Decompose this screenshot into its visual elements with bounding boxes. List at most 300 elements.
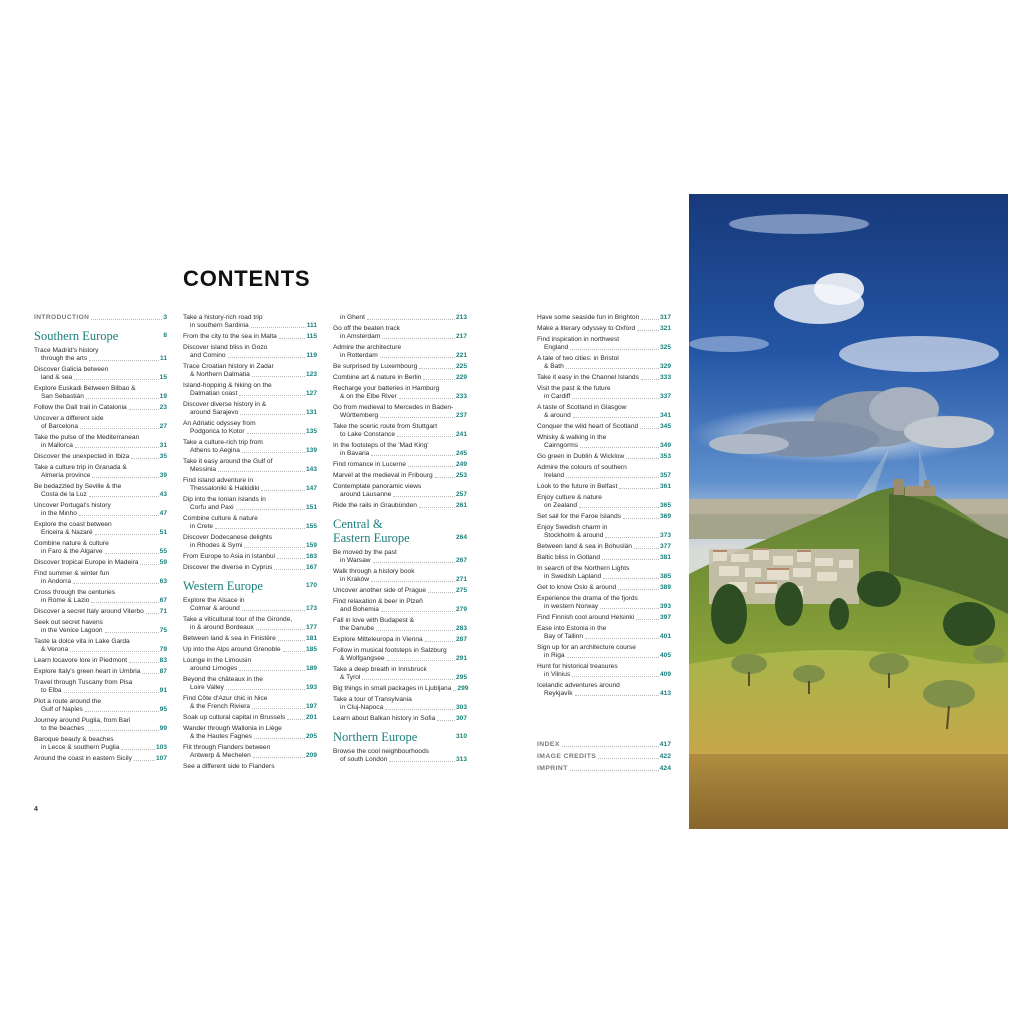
toc-section-central-eastern-europe[interactable] xyxy=(333,517,467,545)
toc-entry[interactable] xyxy=(183,333,317,341)
toc-entry[interactable] xyxy=(34,589,167,605)
dot-leader xyxy=(382,338,455,339)
dot-leader xyxy=(619,488,659,489)
toc-entry-text: and Bohemia xyxy=(340,606,379,613)
toc-entry-text: to Lake Constance xyxy=(340,431,395,438)
toc-page-number: 295 xyxy=(455,674,467,681)
toc-entry-text: Experience the drama of the fjords xyxy=(537,595,638,602)
toc-entry-text: Enjoy Swedish charm in xyxy=(537,524,608,531)
toc-entry[interactable] xyxy=(34,453,167,461)
toc-entry[interactable] xyxy=(537,543,671,551)
toc-entry[interactable] xyxy=(34,717,167,733)
toc-entry-text: around Sarajevo xyxy=(190,409,239,416)
toc-entry[interactable] xyxy=(34,638,167,654)
dot-leader xyxy=(242,452,305,453)
dot-leader xyxy=(381,611,455,612)
toc-entry-text: in Rotterdam xyxy=(340,352,378,359)
toc-entry[interactable] xyxy=(333,404,467,420)
toc-entry[interactable] xyxy=(333,374,467,382)
toc-entry-text: of south London xyxy=(340,756,388,763)
toc-page-number: 213 xyxy=(455,314,467,321)
dot-leader xyxy=(371,581,455,582)
toc-page-number: 91 xyxy=(159,687,167,694)
toc-entry-text: in Cluj-Napoca xyxy=(340,704,384,711)
dot-leader xyxy=(399,398,455,399)
dot-leader xyxy=(408,466,455,467)
toc-page-number: 291 xyxy=(455,655,467,662)
section-title xyxy=(333,517,410,545)
toc-page-number: 422 xyxy=(659,753,671,760)
toc-entry[interactable] xyxy=(34,415,167,431)
toc-page-number: 337 xyxy=(659,393,671,400)
toc-page-number: 333 xyxy=(659,374,671,381)
toc-entry-text: Visit the past & the future xyxy=(537,385,611,392)
toc-entry[interactable] xyxy=(333,636,467,644)
toc-entry-text: Learn locavore lore in Piedmont xyxy=(34,657,128,664)
toc-entry-text: Explore Euskadi Between Bilbao & xyxy=(34,385,136,392)
section-page-number: 170 xyxy=(305,582,317,589)
toc-entry[interactable] xyxy=(34,668,167,676)
toc-entry[interactable] xyxy=(537,314,671,322)
dot-leader xyxy=(585,638,659,639)
toc-section-northern-europe[interactable] xyxy=(333,730,467,744)
toc-entry-text: Admire the colours of southern xyxy=(537,464,627,471)
toc-page-number: 353 xyxy=(659,453,671,460)
toc-page-number: 59 xyxy=(159,559,167,566)
toc-entry[interactable] xyxy=(333,715,467,723)
toc-entry-text: Bay of Tallinn xyxy=(544,633,584,640)
toc-page-number: 103 xyxy=(155,744,167,751)
toc-entry[interactable] xyxy=(537,625,671,641)
dot-leader xyxy=(91,319,162,320)
toc-entry[interactable] xyxy=(537,404,671,420)
toc-entry-text: Take the pulse of the Mediterranean xyxy=(34,434,140,441)
toc-entry-text: & Verona xyxy=(41,646,69,653)
section-title: Northern Europe xyxy=(333,730,418,744)
toc-entry[interactable] xyxy=(537,595,671,611)
toc-entry[interactable] xyxy=(34,679,167,695)
toc-page-number: 217 xyxy=(455,333,467,340)
toc-page-number: 39 xyxy=(159,472,167,479)
toc-page-number: 71 xyxy=(159,608,167,615)
dot-leader xyxy=(572,676,659,677)
toc-entry[interactable] xyxy=(183,439,317,455)
toc-page-number: 27 xyxy=(159,423,167,430)
toc-page-number: 75 xyxy=(159,627,167,634)
toc-entry[interactable] xyxy=(537,385,671,401)
toc-entry-text: in Mallorca xyxy=(41,442,73,449)
toc-page-number: 349 xyxy=(659,442,671,449)
toc-entry[interactable] xyxy=(333,461,467,469)
toc-entry-text: Find relaxation & beer in Plzeň xyxy=(333,598,423,605)
toc-page-number: 313 xyxy=(455,756,467,763)
toc-entry[interactable] xyxy=(333,483,467,499)
dot-leader xyxy=(278,640,305,641)
toc-column-3 xyxy=(333,314,467,767)
toc-entry[interactable] xyxy=(183,646,317,654)
dot-leader xyxy=(618,589,659,590)
toc-entry[interactable] xyxy=(537,663,671,679)
toc-page-number: 111 xyxy=(306,322,317,329)
toc-entry-text: Travel through Tuscany from Pisa xyxy=(34,679,133,686)
toc-entry[interactable] xyxy=(333,748,467,764)
toc-entry[interactable] xyxy=(537,355,671,371)
toc-entry[interactable] xyxy=(333,549,467,565)
dot-leader xyxy=(129,409,159,410)
toc-page-number: 143 xyxy=(305,466,317,473)
section-title-line: Eastern Europe xyxy=(333,531,410,545)
toc-entry[interactable] xyxy=(183,477,317,493)
dot-leader xyxy=(566,477,659,478)
toc-entry-text: An Adriatic odyssey from xyxy=(183,420,256,427)
toc-entry[interactable] xyxy=(537,494,671,510)
toc-page-number: 83 xyxy=(159,657,167,664)
toc-entry-text: Find summer & winter fun xyxy=(34,570,110,577)
toc-entry[interactable] xyxy=(34,736,167,752)
toc-page-number: 43 xyxy=(159,491,167,498)
dot-leader xyxy=(254,738,305,739)
toc-entry[interactable] xyxy=(34,608,167,616)
dot-leader xyxy=(602,559,659,560)
dot-leader xyxy=(85,711,159,712)
toc-entry[interactable] xyxy=(34,385,167,401)
dot-leader xyxy=(146,613,159,614)
toc-entry-text: San Sebastián xyxy=(41,393,84,400)
toc-page-number: 139 xyxy=(305,447,317,454)
toc-page-number: 135 xyxy=(305,428,317,435)
toc-entry-text: & Northern Dalmatia xyxy=(190,371,250,378)
dot-leader xyxy=(73,583,159,584)
toc-entry-text: Marvel at the medieval in Fribourg xyxy=(333,472,433,479)
dot-leader xyxy=(253,757,305,758)
toc-page-number: 63 xyxy=(159,578,167,585)
toc-page-number: 47 xyxy=(159,510,167,517)
toc-entry[interactable] xyxy=(537,765,671,773)
toc-page-number: 245 xyxy=(455,450,467,457)
toc-entry[interactable] xyxy=(183,553,317,561)
toc-entry[interactable] xyxy=(183,657,317,673)
toc-entry[interactable] xyxy=(537,741,671,749)
toc-entry[interactable] xyxy=(537,325,671,333)
toc-page-number: 87 xyxy=(159,668,167,675)
section-title: Western Europe xyxy=(183,579,263,593)
toc-entry-text: Between land & sea in Finistère xyxy=(183,635,276,642)
dot-leader xyxy=(218,471,305,472)
toc-entry-text: Admire the architecture xyxy=(333,344,402,351)
toc-entry[interactable] xyxy=(537,584,671,592)
toc-page-number: 225 xyxy=(455,363,467,370)
toc-entry[interactable] xyxy=(34,366,167,382)
toc-page-number: 381 xyxy=(659,554,671,561)
dot-leader xyxy=(579,507,659,508)
toc-entry-text: & the French Riviera xyxy=(190,703,251,710)
toc-entry-text: Ericeira & Nazaré xyxy=(41,529,93,536)
dot-leader xyxy=(89,360,159,361)
toc-page-number: 271 xyxy=(455,576,467,583)
dot-leader xyxy=(634,548,659,549)
toc-entry-text: Taste la dolce vita in Lake Garda xyxy=(34,638,130,645)
toc-entry[interactable] xyxy=(537,614,671,622)
toc-page-number: 303 xyxy=(455,704,467,711)
dot-leader xyxy=(131,458,158,459)
toc-page-number: 397 xyxy=(659,614,671,621)
toc-entry[interactable] xyxy=(34,483,167,499)
toc-page-number: 99 xyxy=(159,725,167,732)
toc-entry-text: Baltic bliss in Gotland xyxy=(537,554,601,561)
dot-leader xyxy=(79,515,159,516)
toc-entry-text: Take a history-rich road trip xyxy=(183,314,263,321)
toc-entry[interactable] xyxy=(183,725,317,741)
toc-entry-text: Corfu and Paxi xyxy=(190,504,234,511)
hilltop-castle-landscape-photo xyxy=(689,194,1008,829)
toc-page-number: 155 xyxy=(305,523,317,530)
toc-entry[interactable] xyxy=(537,644,671,660)
page-number: 4 xyxy=(34,806,38,813)
toc-entry-text: & around xyxy=(544,412,571,419)
dot-leader xyxy=(419,507,455,508)
toc-entry-text: Be bedazzled by Seville & the xyxy=(34,483,122,490)
dot-leader xyxy=(240,414,305,415)
toc-entry-text: Browse the cool neighbourhoods xyxy=(333,748,430,755)
section-page-number: 264 xyxy=(455,534,467,541)
toc-page-number: 341 xyxy=(659,412,671,419)
toc-entry[interactable] xyxy=(333,666,467,682)
toc-page-number: 229 xyxy=(455,374,467,381)
toc-page-number: 3 xyxy=(163,314,167,321)
toc-page-number: 185 xyxy=(305,646,317,653)
toc-entry-text: Find inspiration in northwest xyxy=(537,336,620,343)
toc-entry[interactable] xyxy=(333,598,467,614)
toc-entry[interactable] xyxy=(333,568,467,584)
toc-entry-text: in Amsterdam xyxy=(340,333,381,340)
toc-entry-text: IMAGE CREDITS xyxy=(537,753,597,760)
toc-entry[interactable] xyxy=(183,744,317,760)
dot-leader xyxy=(239,670,305,671)
toc-entry[interactable] xyxy=(183,515,317,531)
toc-page-number: 329 xyxy=(659,363,671,370)
toc-page-number: 325 xyxy=(659,344,671,351)
toc-entry-text: and Comino xyxy=(190,352,226,359)
toc-entry[interactable] xyxy=(34,434,167,450)
toc-entry[interactable] xyxy=(34,698,167,714)
toc-page-number: 393 xyxy=(659,603,671,610)
toc-entry-text: Podgorica to Kotor xyxy=(190,428,245,435)
toc-entry[interactable] xyxy=(183,496,317,512)
toc-entry[interactable] xyxy=(183,635,317,643)
toc-entry[interactable] xyxy=(537,565,671,581)
section-page-number: 8 xyxy=(163,332,167,339)
toc-entry-text: Uncover Portugal's history xyxy=(34,502,111,509)
toc-entry-text: in the Venice Lagoon xyxy=(41,627,103,634)
toc-page-number: 95 xyxy=(159,706,167,713)
dot-leader xyxy=(274,569,305,570)
toc-entry[interactable] xyxy=(333,472,467,480)
toc-entry-text: Go green in Dublin & Wicklow xyxy=(537,453,625,460)
toc-entry-text: Soak up cultural capital in Brussels xyxy=(183,714,286,721)
dot-leader xyxy=(393,496,455,497)
toc-entry[interactable] xyxy=(537,374,671,382)
toc-page-number: 107 xyxy=(155,755,167,762)
toc-page-number: 31 xyxy=(159,442,167,449)
toc-entry-text: Whisky & walking in the xyxy=(537,434,607,441)
toc-entry[interactable] xyxy=(183,382,317,398)
toc-page-number: 253 xyxy=(455,472,467,479)
dot-leader xyxy=(605,537,659,538)
toc-entry-text: Trace Madrid's history xyxy=(34,347,99,354)
toc-entry-text: Find Côte d'Azur chic in Nice xyxy=(183,695,268,702)
toc-entry[interactable] xyxy=(34,464,167,480)
toc-entry[interactable] xyxy=(34,755,167,763)
toc-entry-text: in Cardiff xyxy=(544,393,571,400)
toc-entry-text: Be surprised by Luxembourg xyxy=(333,363,418,370)
toc-entry[interactable] xyxy=(333,423,467,439)
toc-entry[interactable] xyxy=(34,404,167,412)
toc-entry[interactable] xyxy=(183,534,317,550)
section-page-number: 310 xyxy=(455,733,467,740)
dot-leader xyxy=(626,458,659,459)
toc-entry-text: Follow in musical footsteps in Salzburg xyxy=(333,647,447,654)
toc-entry-text: around Lausanne xyxy=(340,491,392,498)
dot-leader xyxy=(261,490,305,491)
toc-entry-text: Enjoy culture & nature xyxy=(537,494,602,501)
toc-page-number: 163 xyxy=(305,553,317,560)
toc-entry-text: Discover island bliss in Gozo xyxy=(183,344,268,351)
toc-entry[interactable] xyxy=(333,442,467,458)
toc-entry[interactable] xyxy=(537,483,671,491)
toc-page-number: 51 xyxy=(159,529,167,536)
dot-leader xyxy=(244,547,305,548)
toc-entry[interactable] xyxy=(537,434,671,450)
toc-entry-text: Combine culture & nature xyxy=(183,515,258,522)
toc-entry-text: in Swedish Lapland xyxy=(544,573,602,580)
toc-entry-text: Take it easy around the Gulf of xyxy=(183,458,273,465)
toc-entry[interactable] xyxy=(183,363,317,379)
toc-entry[interactable] xyxy=(537,682,671,698)
toc-entry-text: to the beaches xyxy=(41,725,85,732)
toc-entry[interactable] xyxy=(333,617,467,633)
toc-page-number: 257 xyxy=(455,491,467,498)
toc-page-number: 79 xyxy=(159,646,167,653)
toc-entry[interactable] xyxy=(537,554,671,562)
toc-entry-text: Gulf of Naples xyxy=(41,706,83,713)
toc-entry[interactable] xyxy=(537,453,671,461)
dot-leader xyxy=(641,319,659,320)
dot-leader xyxy=(64,692,159,693)
toc-section-southern-europe[interactable] xyxy=(34,329,167,343)
toc-section-western-europe[interactable] xyxy=(183,579,317,593)
dot-leader xyxy=(236,509,305,510)
toc-entry[interactable] xyxy=(34,657,167,665)
page-title: CONTENTS xyxy=(183,266,311,291)
toc-entry[interactable] xyxy=(183,763,317,771)
toc-page-number: 417 xyxy=(659,741,671,748)
toc-page-number: 159 xyxy=(305,542,317,549)
toc-page-number: 19 xyxy=(159,393,167,400)
toc-entry-text: land & sea xyxy=(41,374,73,381)
toc-entry[interactable] xyxy=(537,513,671,521)
toc-entry[interactable] xyxy=(333,314,467,322)
dot-leader xyxy=(419,368,455,369)
toc-entry-text: Uncover a different side xyxy=(34,415,104,422)
toc-entry-text: Plot a route around the xyxy=(34,698,102,705)
dot-leader xyxy=(75,447,159,448)
toc-entry[interactable] xyxy=(183,695,317,711)
toc-entry[interactable] xyxy=(34,619,167,635)
toc-page-number: 205 xyxy=(305,733,317,740)
toc-entry[interactable] xyxy=(183,714,317,722)
toc-entry-text: Set sail for the Faroe Islands xyxy=(537,513,621,520)
toc-entry-text: & the Hautes Fagnes xyxy=(190,733,252,740)
dot-leader xyxy=(423,379,455,380)
toc-entry[interactable] xyxy=(34,502,167,518)
dot-leader xyxy=(105,553,159,554)
dot-leader xyxy=(95,534,159,535)
toc-entry[interactable] xyxy=(333,647,467,663)
toc-entry[interactable] xyxy=(537,753,671,761)
toc-page-number: 115 xyxy=(306,333,317,340)
dot-leader xyxy=(435,477,455,478)
toc-entry[interactable] xyxy=(183,597,317,613)
toc-entry[interactable] xyxy=(333,685,467,693)
toc-page-number: 67 xyxy=(159,597,167,604)
toc-entry[interactable] xyxy=(333,696,467,712)
toc-entry-text: in Lecce & southern Puglia xyxy=(41,744,120,751)
toc-entry[interactable] xyxy=(183,314,317,330)
toc-entry[interactable] xyxy=(34,540,167,556)
toc-entry-text: in Rhodes & Symi xyxy=(190,542,243,549)
toc-page-number: 261 xyxy=(455,502,467,509)
toc-entry[interactable] xyxy=(333,325,467,341)
toc-page-number: 233 xyxy=(455,393,467,400)
toc-entry[interactable] xyxy=(537,524,671,540)
toc-entry[interactable] xyxy=(333,344,467,360)
toc-entry[interactable] xyxy=(34,521,167,537)
dot-leader xyxy=(389,761,455,762)
toc-entry[interactable] xyxy=(333,587,467,595)
toc-entry[interactable] xyxy=(34,347,167,363)
toc-page-number: 147 xyxy=(305,485,317,492)
toc-entry-text: Cross through the centuries xyxy=(34,589,115,596)
toc-page-number: 373 xyxy=(659,532,671,539)
toc-entry[interactable] xyxy=(183,564,317,572)
toc-entry[interactable] xyxy=(183,616,317,632)
toc-page-number: 119 xyxy=(306,352,317,359)
dot-leader xyxy=(453,690,456,691)
toc-entry-text: Discover Galicia between xyxy=(34,366,109,373)
toc-entry[interactable] xyxy=(183,458,317,474)
dot-leader xyxy=(637,330,659,331)
toc-entry[interactable] xyxy=(537,336,671,352)
toc-entry-text: Find romance in Lucerne xyxy=(333,461,406,468)
dot-leader xyxy=(572,398,659,399)
dot-leader xyxy=(89,496,159,497)
toc-entry[interactable] xyxy=(34,559,167,567)
toc-entry[interactable] xyxy=(537,423,671,431)
toc-entry[interactable] xyxy=(333,363,467,371)
toc-entry[interactable] xyxy=(333,385,467,401)
toc-entry[interactable] xyxy=(183,344,317,360)
toc-entry-text: Beyond the châteaux in the xyxy=(183,676,263,683)
toc-entry-text: Cairngorms xyxy=(544,442,579,449)
toc-entry[interactable] xyxy=(333,502,467,510)
dot-leader xyxy=(385,709,455,710)
toc-entry[interactable] xyxy=(183,401,317,417)
toc-entry[interactable] xyxy=(34,570,167,586)
toc-entry[interactable] xyxy=(183,420,317,436)
toc-entry[interactable] xyxy=(183,676,317,692)
toc-entry[interactable] xyxy=(537,464,671,480)
toc-entry[interactable] xyxy=(34,314,167,322)
